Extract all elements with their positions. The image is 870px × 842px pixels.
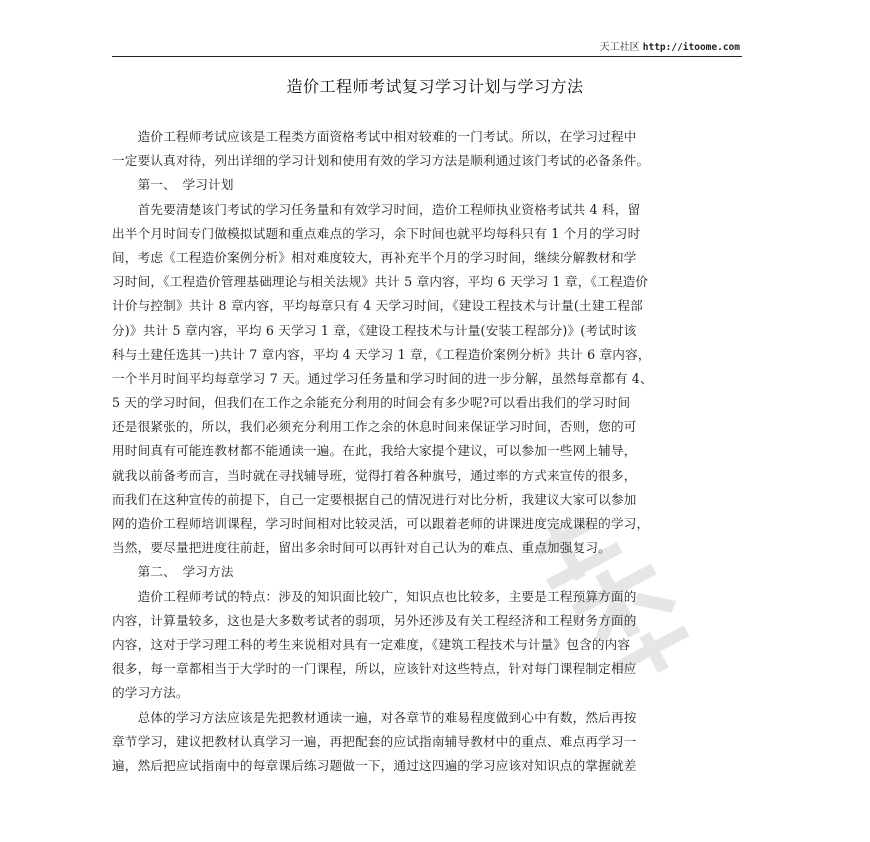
text-line: 首先要清楚该门考试的学习任务量和有效学习时间，造价工程师执业资格考试共 4 科，留 bbox=[112, 201, 641, 217]
text-line: 内容，这对于学习理工科的考生来说相对具有一定难度，《建筑工程技术与计量》包含的内容 bbox=[112, 636, 631, 652]
text-line: 一定要认真对待，列出详细的学习计划和使用有效的学习方法是顺利通过该门考试的必备条件。 bbox=[112, 153, 650, 169]
text-line: 间，考虑《工程造价案例分析》相对难度较大，再补充半个月的学习时间，继续分解教材和学 bbox=[112, 249, 637, 265]
text-line: 当然，要尽量把进度往前赶，留出多余时间可以再针对自己认为的难点、重点加强复习。 bbox=[112, 540, 611, 556]
text-line: 习时间，《工程造价管理基础理论与相关法规》共计 5 章内容，平均 6 天学习 1 章，《工程造价 bbox=[112, 274, 649, 290]
text-line: 第二、 学习方法 bbox=[112, 564, 234, 580]
header-url[interactable]: http://itoome.com bbox=[642, 42, 740, 53]
text-line: 就我以前备考而言，当时就在寻找辅导班，觉得打着各种旗号，通过率的方式来宣传的很多， bbox=[112, 467, 637, 483]
document-title: 造价工程师考试复习学习计划与学习方法 bbox=[286, 77, 584, 96]
text-line: 造价工程师考试的特点：涉及的知识面比较广，知识点也比较多，主要是工程预算方面的 bbox=[112, 588, 637, 604]
text-line: 网的造价工程师培训课程，学习时间相对比较灵活，可以跟着老师的讲课进度完成课程的学习， bbox=[112, 516, 650, 531]
text-line: 造价工程师考试应该是工程类方面资格考试中相对较难的一门考试。所以，在学习过程中 bbox=[112, 129, 637, 144]
paragraph bbox=[112, 585, 742, 706]
text-line: 科与土建任选其一)共计 7 章内容，平均 4 天学习 1 章，《工程造价案例分析》共计 6 章内容， bbox=[112, 346, 651, 362]
text-line: 分)》共计 5 章内容，平均 6 天学习 1 章，《建设工程技术与计量(安装工程部分)》(考试时该 bbox=[112, 322, 637, 338]
text-line: 而我们在这种宣传的前提下，自己一定要根据自己的情况进行对比分析，我建议大家可以参加 bbox=[112, 491, 637, 507]
paragraph bbox=[112, 173, 742, 197]
text-line: 还是很紧张的，所以，我们必须充分利用工作之余的休息时间来保证学习时间，否则，您的可 bbox=[112, 419, 637, 435]
text-line: 总体的学习方法应该是先把教材通读一遍，对各章节的难易程度做到心中有数，然后再按 bbox=[112, 709, 637, 725]
text-line: 的学习方法。 bbox=[112, 685, 189, 701]
page-header bbox=[112, 42, 742, 57]
text-line: 计价与控制》共计 8 章内容，平均每章只有 4 天学习时间，《建设工程技术与计量(土建工程部 bbox=[112, 298, 644, 314]
text-line: 第一、 学习计划 bbox=[112, 177, 234, 193]
text-line: 出半个月时间专门做模拟试题和重点难点的学习，余下时间也就平均每科只有 1 个月的学习时 bbox=[112, 225, 641, 241]
paragraph bbox=[112, 560, 742, 584]
paragraph bbox=[112, 198, 742, 561]
text-line: 章节学习，建议把教材认真学习一遍，再把配套的应试指南辅导教材中的重点、难点再学习一 bbox=[112, 733, 637, 749]
text-line: 遍，然后把应试指南中的每章课后练习题做一下，通过这四遍的学习应该对知识点的掌握就差 bbox=[112, 757, 637, 773]
paragraph bbox=[112, 706, 742, 779]
text-line: 一个半月时间平均每章学习 7 天。通过学习任务量和学习时间的进一步分解，虽然每章都有 4、 bbox=[112, 370, 653, 386]
header-text bbox=[600, 42, 740, 54]
paragraph bbox=[112, 125, 742, 173]
text-line: 很多，每一章都相当于大学时的一门课程，所以，应该针对这些特点，针对每门课程制定相应 bbox=[112, 661, 637, 677]
text-line: 用时间真有可能连教材都不能通读一遍。在此，我给大家提个建议，可以参加一些网上辅导， bbox=[112, 443, 637, 459]
header-site-name: 天工社区 bbox=[599, 42, 640, 53]
text-line: 内容，计算量较多，这也是大多数考试者的弱项，另外还涉及有关工程经济和工程财务方面的 bbox=[112, 612, 637, 628]
text-line: 5 天的学习时间，但我们在工作之余能充分利用的时间会有多少呢?可以看出我们的学习时间 bbox=[112, 395, 631, 411]
document-body bbox=[112, 125, 742, 778]
